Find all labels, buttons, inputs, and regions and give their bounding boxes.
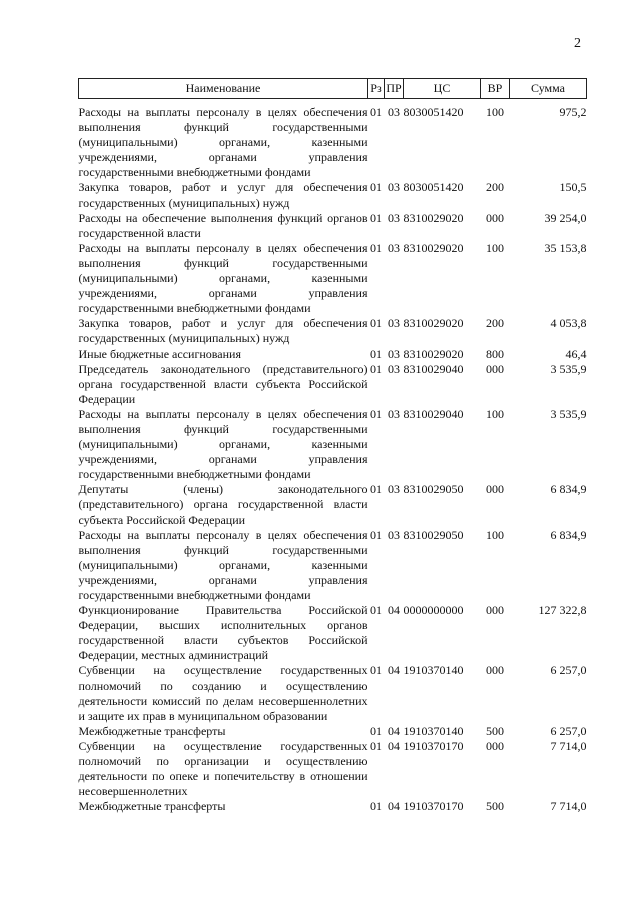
cell-pr: 04: [388, 663, 400, 678]
budget-table: [78, 78, 587, 814]
cell-rz: 01: [370, 723, 382, 738]
cell-rz: 01: [370, 799, 382, 814]
cell-name: Расходы на обеспечение выполнения функций органов государственной власти: [78, 210, 368, 240]
cell-name: Депутаты (члены) законодательного (представительного) органа государственной власти субъекта Российской Федерации: [78, 482, 368, 527]
table-row: [79, 482, 587, 527]
cell-rz: 01: [370, 527, 382, 542]
table-row: [79, 603, 587, 663]
cell-name: Закупка товаров, работ и услуг для обеспечения государственных (муниципальных) нужд: [78, 180, 368, 210]
cell-cs: 8030051420: [403, 105, 464, 119]
cell-name: Межбюджетные трансферты: [78, 723, 226, 738]
header-cs: ЦС: [404, 79, 481, 99]
cell-cs: 8310029050: [403, 482, 464, 497]
cell-pr: 03: [388, 482, 400, 497]
cell-cs: 8030051420: [403, 180, 464, 195]
cell-vr: 100: [486, 240, 504, 255]
cell-cs: 8310029020: [403, 316, 464, 331]
cell-pr: 03: [388, 361, 400, 376]
cell-sum: 6 257,0: [550, 663, 587, 678]
table-row: [79, 724, 587, 739]
cell-sum: 4 053,8: [550, 316, 587, 331]
header-sum: Сумма: [510, 79, 587, 99]
cell-cs: 0000000000: [403, 603, 464, 618]
page-number: 2: [574, 36, 581, 51]
cell-vr: 500: [486, 799, 504, 814]
cell-name: Расходы на выплаты персоналу в целях обеспечения выполнения функций государственными (муниципальными) органами, казенными учреждениями, органами управления государственными внебюджетными фондами: [78, 240, 368, 316]
cell-cs: 1910370170: [403, 799, 464, 814]
cell-sum: 6 257,0: [550, 723, 587, 738]
cell-sum: 6 834,9: [550, 482, 587, 497]
cell-name: Субвенции на осуществление государственных полномочий по созданию и осуществлению деятельности комиссий по делам несовершеннолетних и защите их прав в муниципальном образовании: [78, 663, 368, 723]
cell-cs: 8310029020: [403, 346, 464, 361]
cell-rz: 01: [370, 603, 382, 618]
cell-cs: 1910370140: [403, 723, 464, 738]
cell-name: Закупка товаров, работ и услуг для обеспечения государственных (муниципальных) нужд: [78, 316, 368, 346]
cell-sum: 7 714,0: [550, 799, 587, 814]
header-pr: ПР: [385, 79, 404, 99]
cell-rz: 01: [370, 180, 382, 195]
cell-cs: 8310029040: [403, 406, 464, 421]
cell-pr: 03: [388, 180, 400, 195]
cell-name: Расходы на выплаты персоналу в целях обеспечения выполнения функций государственными (муниципальными) органами, казенными учреждениями, органами управления государственными внебюджетными фондами: [78, 406, 368, 482]
table-row: [79, 105, 587, 180]
cell-pr: 04: [388, 799, 400, 814]
table-row: [79, 211, 587, 241]
cell-rz: 01: [370, 406, 382, 421]
cell-pr: 04: [388, 603, 400, 618]
cell-cs: 1910370170: [403, 738, 464, 753]
cell-name: Расходы на выплаты персоналу в целях обеспечения выполнения функций государственными (муниципальными) органами, казенными учреждениями, органами управления государственными внебюджетными фондами: [78, 105, 368, 180]
cell-name: Межбюджетные трансферты: [78, 799, 226, 814]
cell-name: Председатель законодательного (представительного) органа государственной власти субъекта Российской Федерации: [78, 361, 368, 406]
cell-name: Расходы на выплаты персоналу в целях обеспечения выполнения функций государственными (муниципальными) органами, казенными учреждениями, органами управления государственными внебюджетными фондами: [78, 527, 368, 602]
cell-vr: 200: [486, 316, 504, 331]
cell-sum: 39 254,0: [544, 210, 587, 225]
cell-rz: 01: [370, 482, 382, 497]
table-body: [79, 105, 587, 814]
cell-cs: 1910370140: [403, 663, 464, 678]
cell-rz: 01: [370, 105, 382, 119]
cell-pr: 03: [388, 316, 400, 331]
cell-rz: 01: [370, 210, 382, 225]
cell-pr: 03: [388, 210, 400, 225]
cell-sum: 150,5: [559, 180, 587, 195]
cell-name: Иные бюджетные ассигнования: [78, 346, 241, 361]
cell-rz: 01: [370, 316, 382, 331]
table-row: [79, 739, 587, 799]
cell-pr: 04: [388, 723, 400, 738]
cell-vr: 800: [486, 346, 504, 361]
table-row: [79, 362, 587, 407]
cell-pr: 03: [388, 406, 400, 421]
table-row: [79, 241, 587, 316]
cell-cs: 8310029040: [403, 361, 464, 376]
cell-rz: 01: [370, 738, 382, 753]
cell-pr: 03: [388, 240, 400, 255]
cell-vr: 000: [486, 603, 504, 618]
cell-sum: 3 535,9: [550, 361, 587, 376]
cell-cs: 8310029020: [403, 240, 464, 255]
table-row: [79, 407, 587, 482]
cell-sum: 3 535,9: [550, 406, 587, 421]
header-name: Наименование: [79, 79, 368, 99]
cell-cs: 8310029020: [403, 210, 464, 225]
table-row: [79, 528, 587, 603]
table-row: [79, 663, 587, 723]
header-vr: ВР: [481, 79, 510, 99]
cell-sum: 7 714,0: [550, 738, 587, 753]
cell-vr: 500: [486, 723, 504, 738]
table-header-row: [79, 79, 587, 99]
cell-name: Функционирование Правительства Российской Федерации, высших исполнительных органов государственной власти субъектов Российской Федерации, местных администраций: [78, 603, 368, 663]
cell-vr: 200: [486, 180, 504, 195]
cell-pr: 03: [388, 527, 400, 542]
table-row: [79, 316, 587, 346]
cell-vr: 000: [486, 361, 504, 376]
cell-vr: 100: [486, 527, 504, 542]
cell-pr: 04: [388, 738, 400, 753]
header-rz: Рз: [368, 79, 385, 99]
cell-name: Субвенции на осуществление государственных полномочий по организации и осуществлению деятельности по опеке и попечительству в отношении несовершеннолетних: [78, 738, 368, 799]
cell-rz: 01: [370, 346, 382, 361]
cell-sum: 35 153,8: [544, 240, 587, 255]
table-row: [79, 347, 587, 362]
cell-vr: 000: [486, 663, 504, 678]
cell-rz: 01: [370, 361, 382, 376]
cell-vr: 100: [486, 406, 504, 421]
cell-rz: 01: [370, 240, 382, 255]
cell-cs: 8310029050: [403, 527, 464, 542]
cell-vr: 000: [486, 482, 504, 497]
cell-rz: 01: [370, 663, 382, 678]
table-row: [79, 799, 587, 814]
cell-pr: 03: [388, 105, 400, 119]
cell-vr: 000: [486, 738, 504, 753]
cell-sum: 975,2: [559, 105, 587, 119]
table-row: [79, 180, 587, 210]
cell-vr: 000: [486, 210, 504, 225]
cell-pr: 03: [388, 346, 400, 361]
cell-sum: 46,4: [565, 346, 587, 361]
cell-sum: 127 322,8: [538, 603, 587, 618]
cell-sum: 6 834,9: [550, 527, 587, 542]
cell-vr: 100: [486, 105, 504, 119]
